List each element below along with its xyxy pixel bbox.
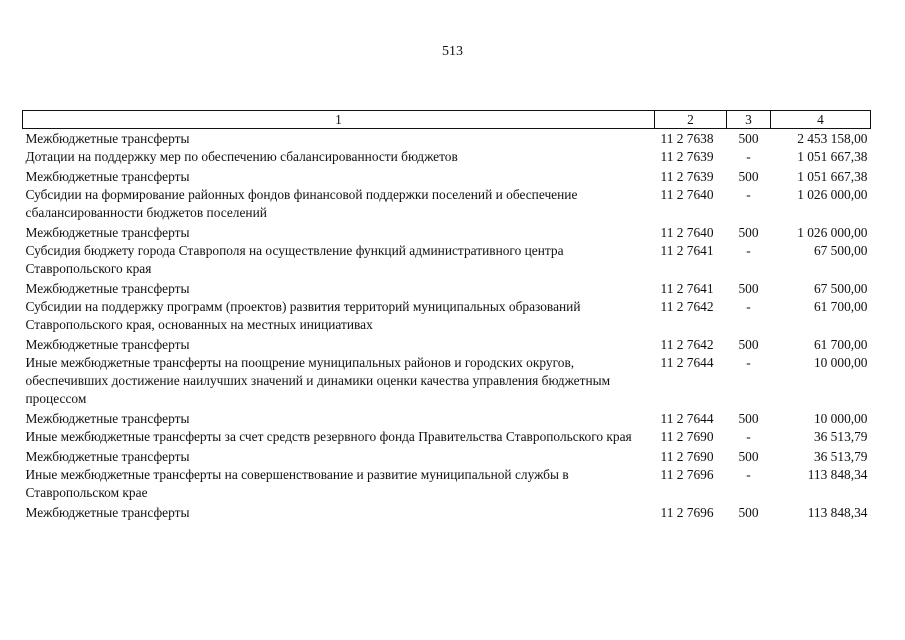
row-name: Субсидия бюджету города Ставрополя на осуществление функций административного центра Ставропольского края (25, 243, 564, 276)
row-name: Межбюджетные трансферты (25, 505, 190, 520)
row-name: Межбюджетные трансферты (25, 131, 190, 146)
row-name: Межбюджетные трансферты (25, 281, 190, 296)
row-amount: 10 000,00 (813, 355, 868, 370)
table-row (23, 334, 871, 354)
table-row (23, 186, 871, 222)
row-code: 11 2 7640 (660, 187, 714, 202)
row-amount: 67 500,00 (813, 243, 868, 258)
row-name: Дотации на поддержку мер по обеспечению сбалансированности бюджетов (25, 149, 458, 164)
row-amount: 61 700,00 (813, 299, 868, 314)
row-amount: 1 051 667,38 (797, 149, 868, 164)
row-type: 500 (738, 131, 759, 146)
row-code: 11 2 7640 (660, 225, 714, 240)
row-code: 11 2 7639 (660, 169, 714, 184)
row-amount: 36 513,79 (813, 449, 868, 464)
header-row (23, 111, 871, 129)
row-code: 11 2 7642 (660, 299, 714, 314)
row-type: - (746, 149, 751, 164)
row-name: Межбюджетные трансферты (25, 169, 190, 184)
header-col-1: 1 (23, 111, 655, 129)
row-name: Субсидии на формирование районных фондов финансовой поддержки поселений и обеспечение сбалансированности бюджетов поселений (25, 187, 578, 220)
row-amount: 2 453 158,00 (797, 131, 868, 146)
table-row (23, 222, 871, 242)
row-amount: 1 051 667,38 (797, 169, 868, 184)
page-number: 513 (442, 44, 463, 59)
row-amount: 1 026 000,00 (797, 225, 868, 240)
table-row (23, 278, 871, 298)
row-amount: 36 513,79 (813, 429, 868, 444)
row-type: - (746, 299, 751, 314)
table-row (23, 466, 871, 502)
row-type: - (746, 187, 751, 202)
row-amount: 67 500,00 (813, 281, 868, 296)
row-type: 500 (738, 449, 759, 464)
header-col-2: 2 (655, 111, 727, 129)
table-row (23, 502, 871, 522)
row-code: 11 2 7644 (660, 411, 714, 426)
row-type: 500 (738, 411, 759, 426)
row-type: - (746, 467, 751, 482)
row-code: 11 2 7642 (660, 337, 714, 352)
row-type: 500 (738, 505, 759, 520)
row-code: 11 2 7641 (660, 281, 714, 296)
row-code: 11 2 7644 (660, 355, 714, 370)
table-row (23, 242, 871, 278)
row-amount: 61 700,00 (813, 337, 868, 352)
table-body (23, 129, 871, 523)
table-row (23, 166, 871, 186)
row-type: - (746, 243, 751, 258)
row-amount: 113 848,34 (807, 505, 868, 520)
row-amount: 10 000,00 (813, 411, 868, 426)
table-row (23, 354, 871, 408)
table-row (23, 408, 871, 428)
row-code: 11 2 7696 (660, 467, 714, 482)
budget-table (22, 110, 871, 522)
row-type: 500 (738, 169, 759, 184)
row-type: 500 (738, 225, 759, 240)
row-name: Межбюджетные трансферты (25, 411, 190, 426)
row-code: 11 2 7696 (660, 505, 714, 520)
table-header (23, 111, 871, 129)
row-name: Межбюджетные трансферты (25, 337, 190, 352)
table-row (23, 298, 871, 334)
table-row (23, 148, 871, 166)
row-code: 11 2 7639 (660, 149, 714, 164)
row-amount: 113 848,34 (807, 467, 868, 482)
row-name: Иные межбюджетные трансферты на совершенствование и развитие муниципальной службы в Ставропольском крае (25, 467, 569, 500)
row-name: Иные межбюджетные трансферты за счет средств резервного фонда Правительства Ставропольского края (25, 429, 632, 444)
table-row (23, 129, 871, 149)
row-code: 11 2 7638 (660, 131, 714, 146)
row-type: - (746, 355, 751, 370)
row-name: Межбюджетные трансферты (25, 449, 190, 464)
table-row (23, 428, 871, 446)
row-code: 11 2 7690 (660, 429, 714, 444)
row-code: 11 2 7690 (660, 449, 714, 464)
table-row (23, 446, 871, 466)
row-type: - (746, 429, 751, 444)
header-col-3: 3 (727, 111, 771, 129)
row-name: Иные межбюджетные трансферты на поощрение муниципальных районов и городских округов, обеспечивших достижение наилучших значений и динамики оценки качества управления бюджетным процессом (25, 355, 611, 406)
row-name: Субсидии на поддержку программ (проектов) развития территорий муниципальных образований Ставропольского края, основанных на местных инициативах (25, 299, 581, 332)
row-type: 500 (738, 281, 759, 296)
row-amount: 1 026 000,00 (797, 187, 868, 202)
row-code: 11 2 7641 (660, 243, 714, 258)
header-col-4: 4 (771, 111, 871, 129)
row-name: Межбюджетные трансферты (25, 225, 190, 240)
row-type: 500 (738, 337, 759, 352)
